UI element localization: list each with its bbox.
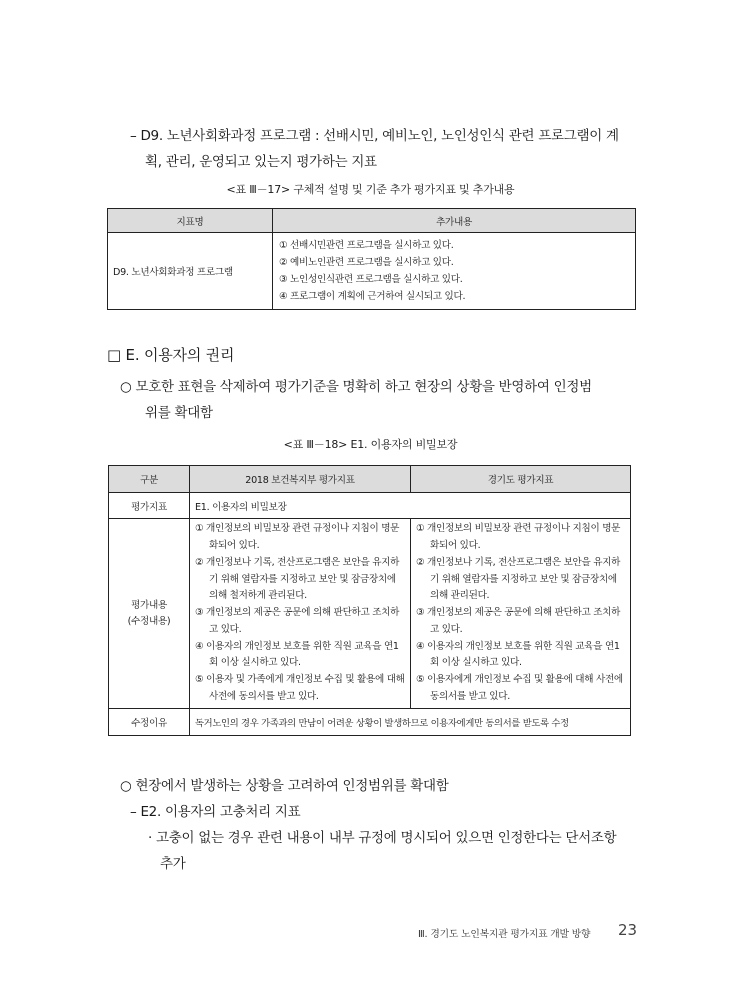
d9-text-line2: 획, 관리, 운영되고 있는지 평가하는 지표 [145, 154, 377, 170]
mohw-item: ② 개인정보나 기록, 전산프로그램은 보안을 유지하기 위해 열람자를 지정하고 보안 및 잠금장치에 의해 철저하게 관리된다. [195, 556, 400, 602]
table18-row3-label: 수정이유 [109, 709, 190, 736]
table18-header-mohw: 2018 보건복지부 평가지표 [190, 466, 411, 493]
table18-row2-label-line2: (수정내용) [127, 615, 171, 627]
e2-sub-line1: · 고충이 없는 경우 관련 내용이 내부 규정에 명시되어 있으면 인정한다는 단서조항 [148, 830, 617, 846]
table18-row1-label: 평가지표 [109, 493, 190, 519]
section-e-bullet1-line2: 위를 확대함 [145, 405, 213, 421]
table17-item: ④ 프로그램이 계획에 근거하여 실시되고 있다. [279, 291, 466, 302]
gyeonggi-item: ③ 개인정보의 제공은 공문에 의해 판단하고 조치하고 있다. [416, 607, 621, 635]
table18-mohw-items [190, 519, 411, 709]
gyeonggi-item: ② 개인정보나 기록, 전산프로그램은 보안을 유지하기 위해 열람자를 지정하고 보안 및 잠금장치에 의해 관리된다. [416, 556, 621, 602]
gyeonggi-item: ④ 이용자의 개인정보 보호를 위한 직원 교육을 연1회 이상 실시하고 있다. [416, 640, 620, 669]
table17-item: ② 예비노인관련 프로그램을 실시하고 있다. [279, 257, 454, 268]
e2-sub-line2: 추가 [160, 856, 186, 872]
gyeonggi-item: ① 개인정보의 비밀보장 관련 규정이나 지침이 명문화되어 있다. [416, 523, 621, 551]
table17-header-content: 추가내용 [273, 209, 636, 233]
mohw-item: ③ 개인정보의 제공은 공문에 의해 판단하고 조치하고 있다. [195, 607, 400, 635]
d9-text-line1: – D9. 노년사회화과정 프로그램 : 선배시민, 예비노인, 노인성인식 관련 프로그램이 계 [130, 128, 619, 144]
table18-header-category: 구분 [109, 466, 190, 493]
gyeonggi-item: ⑤ 이용자에게 개인정보 수집 및 활용에 대해 사전에 동의서를 받고 있다. [416, 674, 623, 703]
table17-item: ① 선배시민관련 프로그램을 실시하고 있다. [279, 240, 454, 251]
mohw-item: ① 개인정보의 비밀보장 관련 규정이나 지침이 명문화되어 있다. [195, 523, 400, 551]
section-e-bullet1-line1: ○ 모호한 표현을 삭제하여 평가기준을 명확히 하고 현장의 상황을 반영하여 인정범 [120, 379, 592, 395]
table17-header-name: 지표명 [108, 209, 273, 233]
table18-caption: <표 Ⅲ－18> E1. 이용자의 비밀보장 [283, 438, 458, 451]
table18-row2-label-line1: 평가내용 [131, 599, 167, 611]
e2-title: – E2. 이용자의 고충처리 지표 [130, 804, 301, 820]
table17-row-label: D9. 노년사회화과정 프로그램 [108, 233, 273, 310]
mohw-item: ⑤ 이용자 및 가족에게 개인정보 수집 및 활용에 대해 사전에 동의서를 받고 있다. [195, 674, 405, 703]
table17 [107, 208, 636, 310]
table18-row2-label [109, 519, 190, 709]
table17-items [273, 233, 636, 310]
bullet2-text: ○ 현장에서 발생하는 상황을 고려하여 인정범위를 확대함 [120, 778, 449, 794]
table18-gyeonggi-items [411, 519, 631, 709]
mohw-item: ④ 이용자의 개인정보 보호를 위한 직원 교육을 연1회 이상 실시하고 있다. [195, 640, 399, 669]
table18-row3-value: 독거노인의 경우 가족과의 만남이 어려운 상황이 발생하므로 이용자에게만 동의서를 받도록 수정 [190, 709, 631, 736]
section-e-title: □ E. 이용자의 권리 [107, 346, 235, 364]
table18 [108, 465, 631, 736]
table18-header-gyeonggi: 경기도 평가지표 [411, 466, 631, 493]
table17-caption: <표 Ⅲ－17> 구체적 설명 및 기준 추가 평가지표 및 추가내용 [226, 183, 515, 196]
table17-item: ③ 노인성인식관련 프로그램을 실시하고 있다. [279, 274, 463, 285]
page-number: 23 [618, 921, 638, 939]
table18-row1-value: E1. 이용자의 비밀보장 [190, 493, 631, 519]
footer-text: Ⅲ. 경기도 노인복지관 평가지표 개발 방향 [418, 929, 591, 940]
